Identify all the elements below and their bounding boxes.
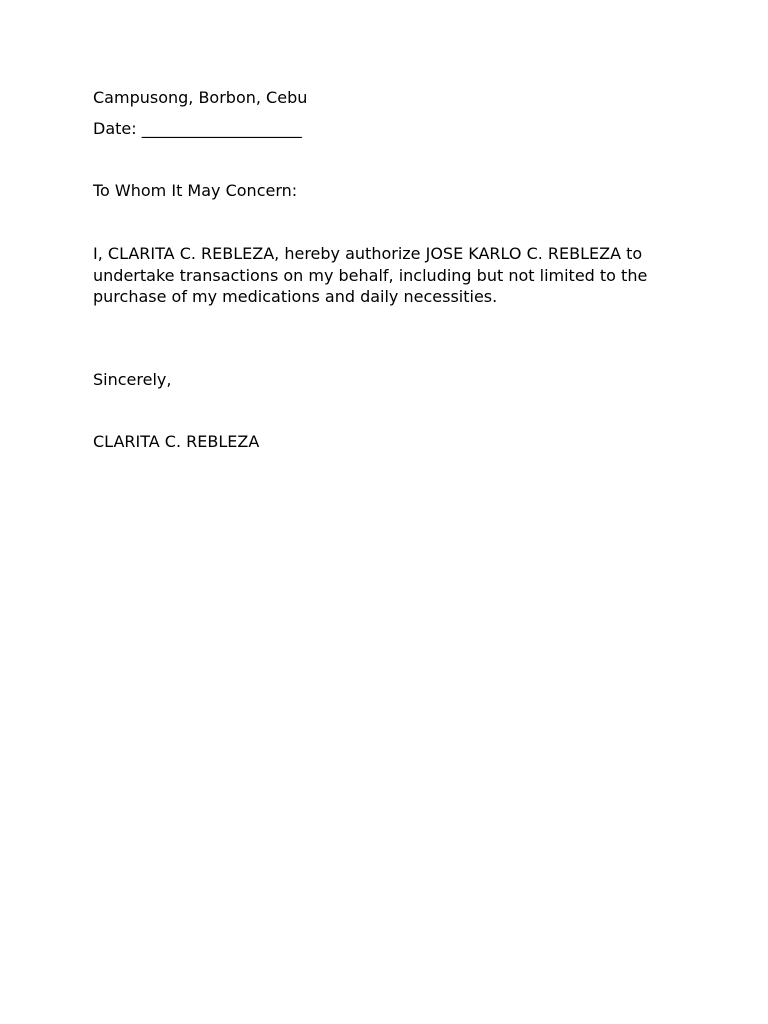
salutation: To Whom It May Concern:: [93, 181, 298, 200]
letter-body: I, CLARITA C. REBLEZA, hereby authorize JOSE KARLO C. REBLEZA to undertake transactions on my behalf, including but not limited to the purchase of my medications and daily necessities.: [93, 244, 648, 306]
date-line: Date: ____________________: [93, 119, 302, 138]
signature-name: CLARITA C. REBLEZA: [93, 432, 260, 451]
sender-address: Campusong, Borbon, Cebu: [93, 88, 308, 107]
closing: Sincerely,: [93, 370, 172, 389]
